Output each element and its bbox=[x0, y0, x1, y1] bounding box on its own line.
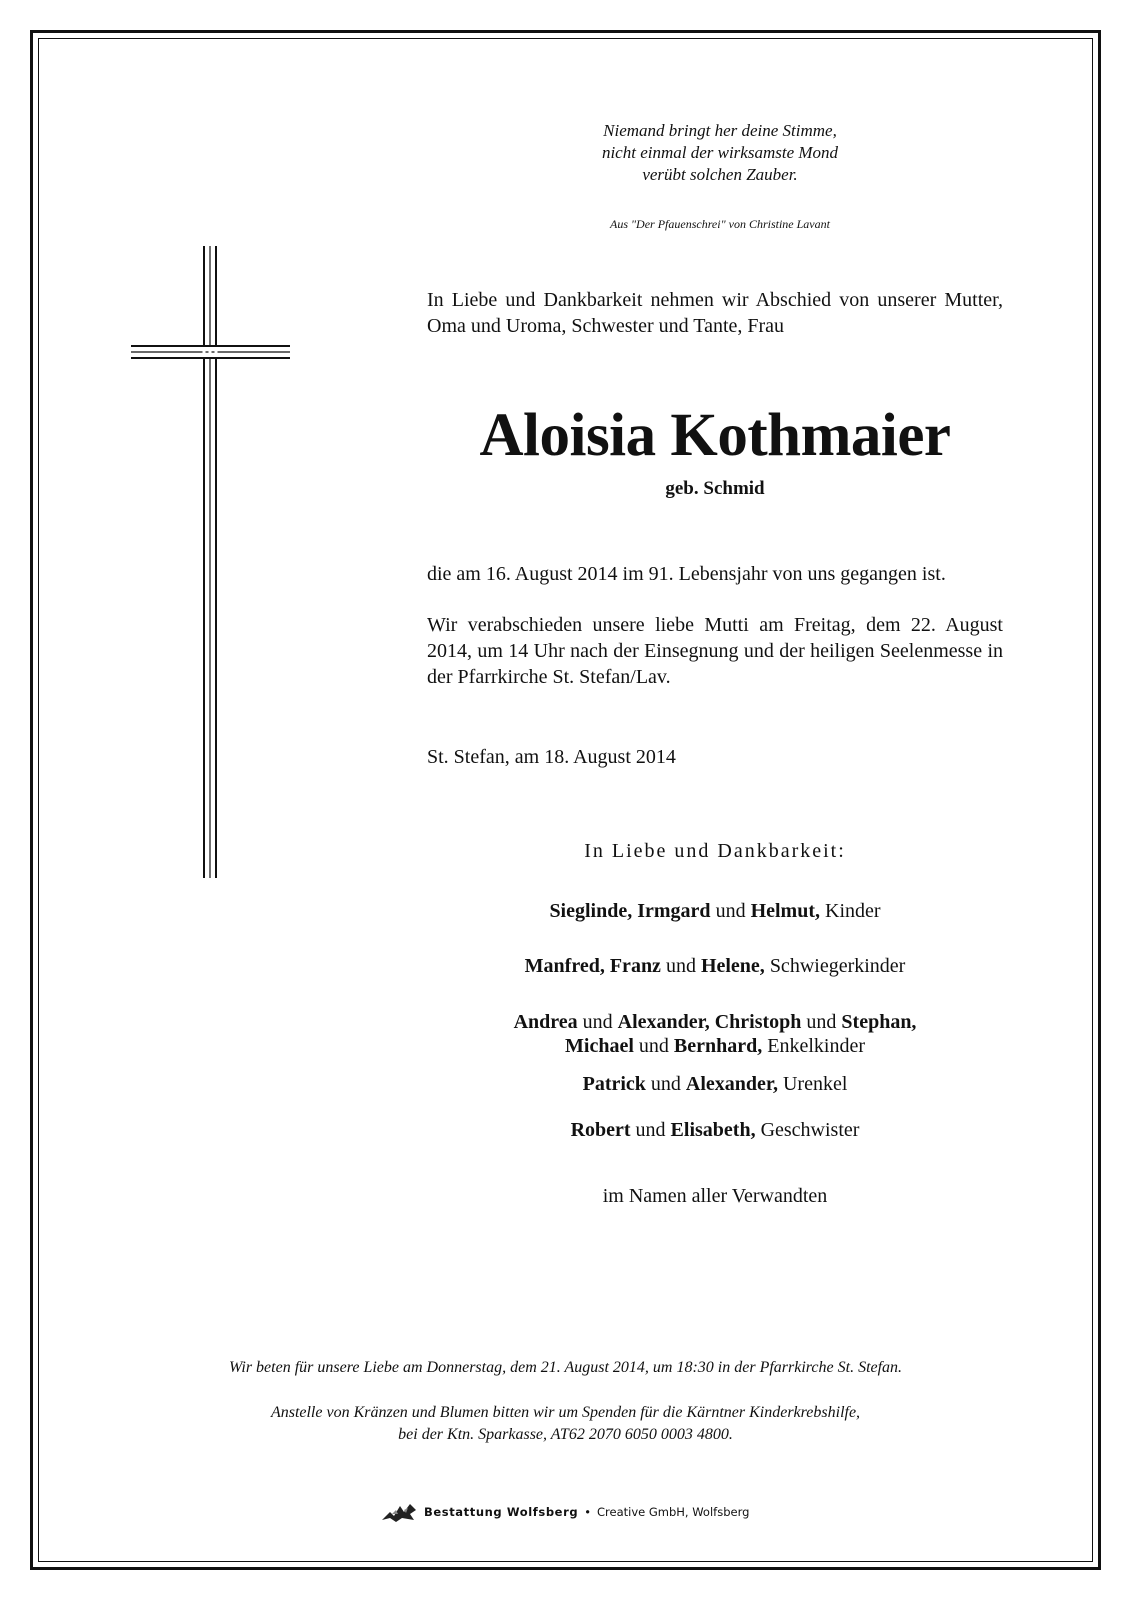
mourners-children: Sieglinde, Irmgard und Helmut, Kinder bbox=[549, 900, 881, 922]
birth-name: geb. Schmid bbox=[665, 478, 765, 499]
cross-icon bbox=[130, 246, 292, 880]
quote-line: Niemand bringt her deine Stimme, bbox=[603, 121, 837, 140]
prayer-notice: Wir beten für unsere Liebe am Donnerstag, dem 21. August 2014, um 18:30 in der Pfarrkirche St. Stefan. bbox=[228, 1359, 903, 1376]
imprint-separator: • bbox=[584, 1505, 591, 1519]
funeral-home-name: Bestattung Wolfsberg bbox=[424, 1505, 579, 1519]
dove-logo-icon bbox=[380, 1500, 418, 1524]
funeral-service-info: Wir verabschieden unsere liebe Mutti am Freitag, dem 22. August 2014, um 14 Uhr nach der Einsegnung und der heiligen Seelenmesse in der Pfarrkirche St. Stefan/Lav. bbox=[427, 614, 1003, 688]
mourners-great-grandchildren: Patrick und Alexander, Urenkel bbox=[582, 1073, 848, 1095]
death-notice: die am 16. August 2014 im 91. Lebensjahr von uns gegangen ist. bbox=[427, 563, 946, 585]
quote-line: nicht einmal der wirksamste Mond bbox=[601, 143, 839, 162]
all-relatives: im Namen aller Verwandten bbox=[602, 1185, 828, 1207]
mourners-in-laws: Manfred, Franz und Helene, Schwiegerkinder bbox=[524, 955, 906, 977]
imprint bbox=[380, 1500, 760, 1524]
place-and-date: St. Stefan, am 18. August 2014 bbox=[427, 746, 676, 768]
poem-quote bbox=[520, 120, 920, 186]
thanks-heading: In Liebe und Dankbarkeit: bbox=[584, 840, 846, 862]
designer-name: Creative GmbH, Wolfsberg bbox=[596, 1505, 750, 1519]
donation-request: Anstelle von Kränzen und Blumen bitten wir um Spenden für die Kärntner Kinderkrebshilfe, bei der Ktn. Sparkasse, AT62 2070 6050 0003 4800. bbox=[270, 1404, 861, 1443]
mourners-grandchildren: Andrea und Alexander, Christoph und Stephan, Michael und Bernhard, Enkelkinder bbox=[513, 1011, 917, 1057]
deceased-name: Aloisia Kothmaier bbox=[479, 402, 951, 469]
quote-line: verübt solchen Zauber. bbox=[642, 165, 798, 184]
quote-source: Aus "Der Pfauenschrei" von Christine Lavant bbox=[610, 217, 830, 231]
mourners-siblings: Robert und Elisabeth, Geschwister bbox=[570, 1119, 860, 1141]
farewell-intro: In Liebe und Dankbarkeit nehmen wir Abschied von unserer Mutter, Oma und Uroma, Schwester und Tante, Frau bbox=[427, 289, 1003, 337]
